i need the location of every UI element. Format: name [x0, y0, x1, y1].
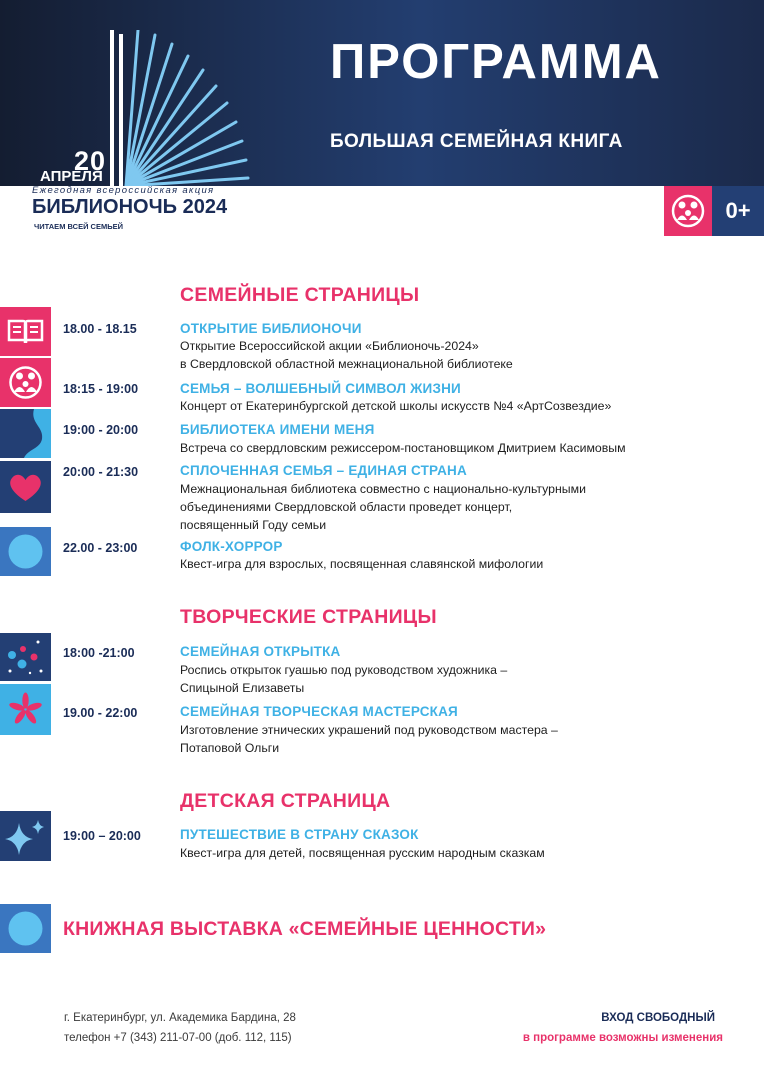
- event-title: СПЛОЧЕННАЯ СЕМЬЯ – ЕДИНАЯ СТРАНА: [180, 463, 467, 478]
- event-time: 18:15 - 19:00: [63, 382, 139, 396]
- description-line: в Свердловской областной межнациональной библиотеке: [180, 357, 513, 371]
- family-badge: [664, 186, 712, 236]
- book-tile: [0, 307, 51, 356]
- description-line: посвященный Году семьи: [180, 518, 327, 532]
- description-line: Изготовление этнических украшений под руководством мастера –: [180, 723, 558, 737]
- event-title: ФОЛК-ХОРРОР: [180, 539, 283, 554]
- free-entry: ВХОД СВОБОДНЫЙ: [601, 1012, 715, 1024]
- sparkle-tile: [0, 811, 51, 861]
- event-description: [180, 337, 740, 373]
- heart-icon: [0, 461, 51, 513]
- event-time: 19:00 - 20:00: [63, 423, 139, 437]
- event-time: 19.00 - 22:00: [63, 706, 138, 720]
- description-line: Межнациональная библиотека совместно с национально-культурными: [180, 482, 586, 496]
- event-title: ПУТЕШЕСТВИЕ В СТРАНУ СКАЗОК: [180, 827, 419, 842]
- section-title-creative: ТВОРЧЕСКИЕ СТРАНИЦЫ: [180, 606, 437, 628]
- event-time: 18.00 - 18.15: [63, 322, 137, 336]
- description-line: Концерт от Екатеринбургской детской школы искусств №4 «АртСозвездие»: [180, 399, 612, 413]
- section-title-kids: ДЕТСКАЯ СТРАНИЦА: [180, 790, 391, 812]
- exhibition-title: КНИЖНАЯ ВЫСТАВКА «СЕМЕЙНЫЕ ЦЕННОСТИ»: [63, 918, 547, 940]
- circle-icon: [0, 904, 51, 953]
- description-line: Потаповой Ольги: [180, 741, 280, 755]
- description-line: объединениями Свердловской области проведет концерт,: [180, 500, 513, 514]
- event-description: [180, 661, 740, 697]
- wave-tile: [0, 409, 51, 458]
- sparkle-icon: [0, 811, 51, 861]
- brand-slogan: ЧИТАЕМ ВСЕЙ СЕМЬЕЙ: [34, 222, 123, 231]
- fan-burst-icon: [110, 30, 260, 186]
- dots-tile: [0, 633, 51, 681]
- event-title: БИБЛИОТЕКА ИМЕНИ МЕНЯ: [180, 422, 375, 437]
- family-tile: [0, 358, 51, 407]
- event-time: 22.00 - 23:00: [63, 541, 138, 555]
- event-tagline: Ежегодная всероссийская акция: [32, 185, 215, 196]
- description-line: Спицыной Елизаветы: [180, 681, 305, 695]
- circle-icon: [0, 527, 51, 576]
- change-note: в программе возможны изменения: [522, 1032, 723, 1044]
- phone: телефон +7 (343) 211-07-00 (доб. 112, 115): [64, 1032, 292, 1044]
- brand-logo-text: БИБЛИОНОЧЬ 2024: [32, 196, 228, 218]
- event-time: 18:00 -21:00: [63, 646, 135, 660]
- page-title: ПРОГРАММА: [330, 35, 662, 89]
- event-description: [180, 480, 740, 534]
- heart-tile: [0, 461, 51, 513]
- event-description: [180, 555, 740, 573]
- address: г. Екатеринбург, ул. Академика Бардина, 28: [64, 1012, 296, 1024]
- event-time: 20:00 - 21:30: [63, 465, 139, 479]
- event-title: СЕМЬЯ – ВОЛШЕБНЫЙ СИМВОЛ ЖИЗНИ: [180, 381, 461, 396]
- flower-icon: [0, 684, 51, 735]
- circle-tile: [0, 527, 51, 576]
- event-description: [180, 721, 740, 757]
- description-line: Квест-игра для взрослых, посвященная славянской мифологии: [180, 557, 544, 571]
- event-time: 19:00 – 20:00: [63, 829, 141, 843]
- header-banner: [0, 0, 764, 186]
- family-icon: [0, 358, 51, 407]
- date-number: 20: [74, 146, 107, 176]
- page-subtitle: БОЛЬШАЯ СЕМЕЙНАЯ КНИГА: [330, 131, 623, 152]
- flower-tile: [0, 684, 51, 735]
- event-description: [180, 844, 740, 862]
- event-title: ОТКРЫТИЕ БИБЛИОНОЧИ: [180, 321, 362, 336]
- event-title: СЕМЕЙНАЯ ТВОРЧЕСКАЯ МАСТЕРСКАЯ: [180, 704, 458, 719]
- family-icon: [664, 186, 712, 236]
- event-title: СЕМЕЙНАЯ ОТКРЫТКА: [180, 644, 341, 659]
- age-rating: 0+: [712, 186, 764, 236]
- dots-icon: [0, 633, 51, 681]
- description-line: Встреча со свердловским режиссером-постановщиком Дмитрием Касимовым: [180, 441, 626, 455]
- description-line: Квест-игра для детей, посвященная русским народным сказкам: [180, 846, 545, 860]
- event-description: [180, 439, 740, 457]
- description-line: Открытие Всероссийской акции «Библионочь-2024»: [180, 339, 479, 353]
- description-line: Роспись открыток гуашью под руководством художника –: [180, 663, 508, 677]
- event-description: [180, 397, 740, 415]
- section-title-family: СЕМЕЙНЫЕ СТРАНИЦЫ: [180, 284, 420, 306]
- date-month: АПРЕЛЯ: [40, 168, 103, 185]
- wave-icon: [0, 409, 51, 458]
- book-icon: [0, 307, 51, 356]
- exhibition-tile: [0, 904, 51, 953]
